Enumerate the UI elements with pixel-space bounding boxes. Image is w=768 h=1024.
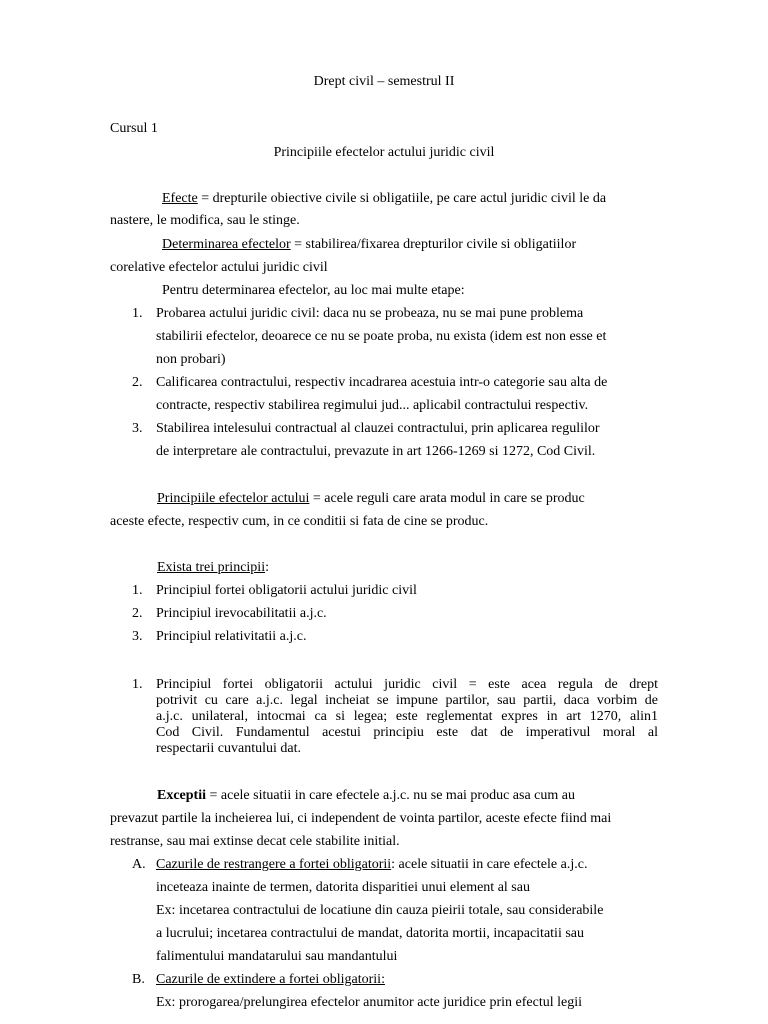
- determinarea-definition: = stabilirea/fixarea drepturilor civile si obligatiilor: [290, 237, 577, 252]
- principiile-definition: = acele reguli care arata modul in care se produc: [309, 491, 585, 506]
- etapa-2-line-1: Calificarea contractului, respectiv incadrarea acestuia intr-o categorie sau alta de: [156, 375, 608, 390]
- etapa-3-line-2: de interpretare ale contractului, prevazute in art 1266-1269 si 1272, Cod Civil.: [156, 444, 596, 459]
- caz-b-example: Ex: prorogarea/prelungirea efectelor anumitor acte juridice prin efectul legii: [156, 995, 583, 1010]
- principiu-1-line-2: potrivit cu care a.j.c. legal incheiat se impune partilor, sau partii, daca vorbim de: [156, 693, 658, 708]
- trei-principii-heading: [157, 558, 269, 578]
- etapa-3-line-1: Stabilirea intelesului contractual al clauzei contractului, prin aplicarea regulilor: [156, 421, 600, 436]
- caz-b-term: Cazurile de extindere a fortei obligatorii:: [156, 972, 385, 987]
- efecte-line-2: nastere, le modifica, sau le stinge.: [110, 213, 300, 228]
- exceptii-line-3: restranse, sau mai extinse decat cele stabilite initial.: [110, 834, 400, 849]
- principiu-list-1: Principiul fortei obligatorii actului juridic civil: [156, 583, 417, 598]
- caz-a-line-2: inceteaza inainte de termen, datorita disparitiei unui element al sau: [156, 880, 530, 895]
- exceptii-definition: = acele situatii in care efectele a.j.c. nu se mai produc asa cum au: [206, 788, 575, 803]
- efecte-term: Efecte: [162, 191, 198, 206]
- principiu-list-3-number: 3.: [132, 629, 143, 644]
- determinarea-line-2: corelative efectelor actului juridic civil: [110, 260, 328, 275]
- efecte-definition: = drepturile obiective civile si obligatiile, pe care actul juridic civil le da: [197, 191, 607, 206]
- etapa-2-line-2: contracte, respectiv stabilirea regimului jud... aplicabil contractului respectiv.: [156, 398, 589, 413]
- etapa-1-line-1: Probarea actului juridic civil: daca nu se probeaza, nu se mai pune problema: [156, 306, 584, 321]
- principiu-1-line-3: a.j.c. unilateral, intocmai ca si legea; este reglementat expres in art 1270, alin1: [156, 709, 658, 724]
- principiu-1-line-4: Cod Civil. Fundamentul acestui principiu este dat de imperativul moral al: [156, 725, 658, 740]
- caz-a-example-1: Ex: incetarea contractului de locatiune din cauza pieirii totale, sau considerabile: [156, 903, 604, 918]
- efecte-paragraph: [162, 189, 606, 209]
- principiu-list-1-number: 1.: [132, 583, 143, 598]
- principiu-list-2: Principiul irevocabilitatii a.j.c.: [156, 606, 327, 621]
- principiu-1-line-1: Principiul fortei obligatorii actului juridic civil = este acea regula de drept: [156, 677, 658, 692]
- caz-a-term: Cazurile de restrangere a fortei obligatorii: [156, 857, 392, 872]
- caz-a-heading: [156, 855, 587, 875]
- etapa-3-number: 3.: [132, 421, 143, 436]
- determinarea-paragraph: [162, 235, 576, 255]
- caz-a-example-3: falimentului mandatarului sau mandantului: [156, 949, 398, 964]
- determinarea-term: Determinarea efectelor: [162, 237, 291, 252]
- trei-principii-term: Exista trei principii: [157, 560, 266, 575]
- etapa-1-number: 1.: [132, 306, 143, 321]
- etape-intro: Pentru determinarea efectelor, au loc mai multe etape:: [162, 283, 465, 298]
- principiu-1-line-5: respectarii cuvantului dat.: [156, 741, 301, 756]
- exceptii-line-2: prevazut partile la incheierea lui, ci independent de vointa partilor, aceste efecte fiind mai: [110, 811, 612, 826]
- caz-a-example-2: a lucrului; incetarea contractului de mandat, datorita mortii, incapacitatii sau: [156, 926, 584, 941]
- trei-principii-colon: :: [265, 560, 269, 575]
- principiu-1-number: 1.: [132, 677, 143, 692]
- exceptii-paragraph: [157, 786, 575, 806]
- etapa-1-line-3: non probari): [156, 352, 226, 367]
- principiile-line-2: aceste efecte, respectiv cum, in ce conditii si fata de cine se produc.: [110, 514, 489, 529]
- principiile-paragraph: [157, 489, 585, 509]
- caz-b-letter: B.: [132, 972, 145, 987]
- caz-a-letter: A.: [132, 857, 146, 872]
- principiile-term: Principiile efectelor actului: [157, 491, 310, 506]
- principiu-1-paragraph: [156, 677, 658, 757]
- principiu-list-2-number: 2.: [132, 606, 143, 621]
- exceptii-term: Exceptii: [157, 788, 206, 803]
- caz-b-heading: [156, 970, 385, 990]
- section-subtitle: Principiile efectelor actului juridic civil: [273, 145, 495, 160]
- etapa-1-line-2: stabilirii efectelor, deoarece ce nu se poate proba, nu exista (idem est non esse et: [156, 329, 607, 344]
- etapa-2-number: 2.: [132, 375, 143, 390]
- course-label: Cursul 1: [110, 121, 158, 136]
- principiu-list-3: Principiul relativitatii a.j.c.: [156, 629, 307, 644]
- document-title: Drept civil – semestrul II: [313, 74, 455, 89]
- caz-a-definition: : acele situatii in care efectele a.j.c.: [391, 857, 588, 872]
